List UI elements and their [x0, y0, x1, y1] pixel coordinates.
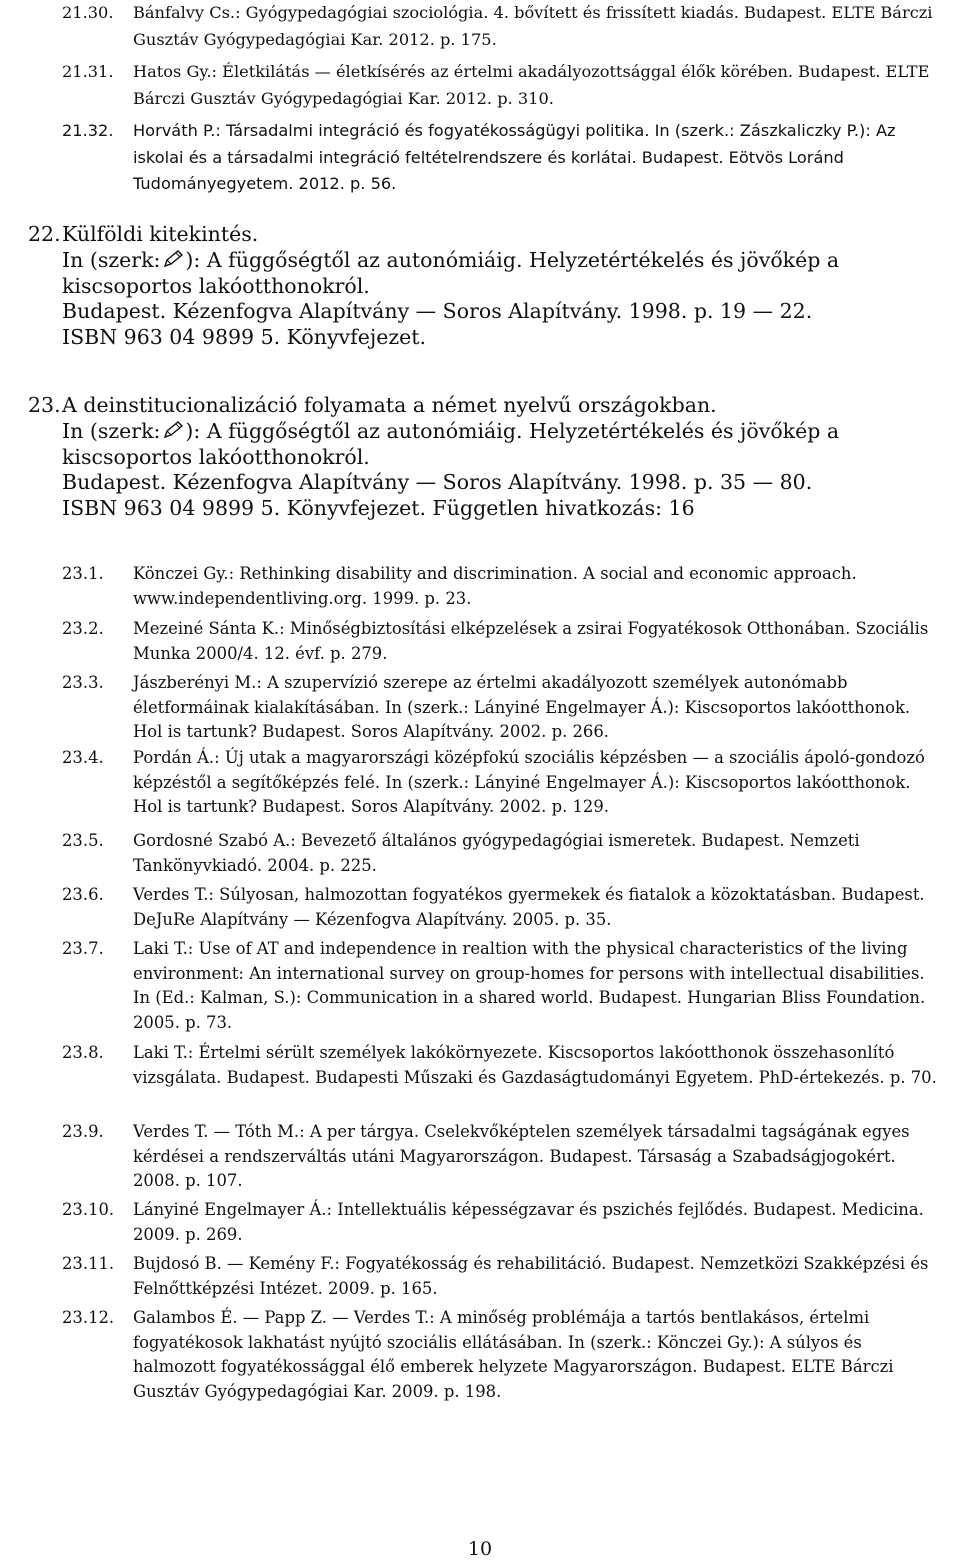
in-prefix: In (szerk: [62, 418, 161, 443]
reference-number: 21.31. [62, 62, 114, 81]
reference-line: kiscsoportos lakóotthonokról. [62, 444, 370, 469]
reference-entry-23-8 [62, 1041, 942, 1090]
reference-number: 23.9. [62, 1122, 104, 1141]
reference-number: 23.10. [62, 1200, 115, 1219]
reference-line: ISBN 963 04 9899 5. Könyvfejezet. Független hivatkozás: 16 [62, 496, 695, 521]
in-prefix: In (szerk: [62, 247, 161, 272]
reference-number: 23.12. [62, 1308, 115, 1327]
reference-text: Jászberényi M.: A szupervízió szerepe az értelmi akadályozott személyek autonómabb életformáinak kialakításában. In (szerk.: Lányiné Engelmayer Á.): Kiscsoportos lakóotthonok. Hol is tartunk? Budapest. Soros Alapítvány. 2002. p. 266. [133, 673, 911, 742]
reference-line: ISBN 963 04 9899 5. Könyvfejezet. [62, 325, 427, 350]
reference-text: Laki T.: Use of AT and independence in realtion with the physical characteristics of the living environment: An international survey on group-homes for persons with intellectual disabilities. In (Ed.: Kalman, S.): Communication in a shared world. Budapest. Hungarian Bliss Foundation. 2005. p. 73. [133, 939, 926, 1032]
reference-text: Verdes T. — Tóth M.: A per tárgya. Cselekvőképtelen személyek társadalmi tagságának egyes kérdései a rendszerváltás utáni Magyarországon. Budapest. Társaság a Szabadságjogokért. 2008. p. 107. [133, 1122, 910, 1191]
reference-text: Mezeiné Sánta K.: Minőségbiztosítási elképzelések a zsirai Fogyatékosok Otthonában. Szociális Munka 2000/4. 12. évf. p. 279. [133, 619, 929, 663]
pencil-icon [162, 249, 184, 269]
reference-text: Hatos Gy.: Életkilátás — életkísérés az értelmi akadályozottsággal élők körében. Budapest. ELTE Bárczi Gusztáv Gyógypedagógiai Kar. 2012. p. 310. [133, 62, 930, 108]
reference-entry-22 [28, 222, 938, 351]
reference-number: 23.6. [62, 885, 104, 904]
reference-entry-23 [28, 393, 938, 522]
reference-number: 23. [28, 393, 61, 417]
reference-entry-23-2 [62, 617, 942, 666]
reference-number: 21.32. [62, 121, 114, 140]
reference-title: A deinstitucionalizáció folyamata a német nyelvű országokban. [62, 393, 717, 417]
reference-number: 23.3. [62, 673, 104, 692]
reference-text: Bujdosó B. — Kemény F.: Fogyatékosság és rehabilitáció. Budapest. Nemzetközi Szakképzési és Felnőttképzési Intézet. 2009. p. 165. [133, 1254, 929, 1298]
reference-text: Könczei Gy.: Rethinking disability and discrimination. A social and economic approach. www.independentliving.org. 1999. p. 23. [133, 564, 857, 608]
reference-in-line [62, 248, 938, 274]
reference-entry-23-6 [62, 883, 942, 932]
reference-number: 23.2. [62, 619, 104, 638]
reference-number: 23.1. [62, 564, 104, 583]
reference-number: 21.30. [62, 3, 114, 22]
reference-number: 23.11. [62, 1254, 115, 1273]
reference-in-line [62, 419, 938, 445]
reference-entry-21-30 [62, 0, 946, 53]
reference-entry-23-12 [62, 1306, 942, 1404]
reference-number: 22. [28, 222, 61, 246]
reference-entry-23-7 [62, 937, 942, 1035]
reference-text: Galambos É. — Papp Z. — Verdes T.: A minőség problémája a tartós bentlakásos, értelmi fogyatékosok lakhatást nyújtó szociális ellátásában. In (szerk.: Könczei Gy.): A súlyos és halmozott fogyatékossággal élő emberek helyzete Magyarországon. Budapest. ELTE Bárczi Gusztáv Gyógypedagógiai Kar. 2009. p. 198. [133, 1308, 894, 1401]
reference-text: Laki T.: Értelmi sérült személyek lakókörnyezete. Kiscsoportos lakóotthonok összehasonlító vizsgálata. Budapest. Budapesti Műszaki és Gazdaságtudományi Egyetem. PhD-értekezés. p. 70. [133, 1043, 937, 1087]
in-suffix: ): A függőségtől az autonómiáig. Helyzetértékelés és jövőkép a [185, 247, 840, 272]
reference-text: Pordán Á.: Új utak a magyarországi középfokú szociális képzésben — a szociális ápoló-gondozó képzéstől a segítőképzés felé. In (szerk.: Lányiné Engelmayer Á.): Kiscsoportos lakóotthonok. Hol is tartunk? Budapest. Soros Alapítvány. 2002. p. 129. [133, 748, 925, 817]
pencil-icon [162, 420, 184, 440]
page-number: 10 [467, 1538, 493, 1560]
reference-number: 23.8. [62, 1043, 104, 1062]
reference-line: Budapest. Kézenfogva Alapítvány — Soros Alapítvány. 1998. p. 19 — 22. [62, 299, 813, 324]
reference-text: Bánfalvy Cs.: Gyógypedagógiai szociológia. 4. bővített és frissített kiadás. Budapest. ELTE Bárczi Gusztáv Gyógypedagógiai Kar. 2012. p. 175. [133, 3, 933, 49]
reference-entry-23-4 [62, 746, 942, 820]
reference-title: Külföldi kitekintés. [62, 222, 259, 246]
reference-entry-23-11 [62, 1252, 942, 1301]
reference-entry-23-1 [62, 562, 942, 611]
reference-text: Verdes T.: Súlyosan, halmozottan fogyatékos gyermekek és fiatalok a közoktatásban. Budapest. DeJuRe Alapítvány — Kézenfogva Alapítvány. 2005. p. 35. [133, 885, 925, 929]
reference-entry-21-31 [62, 59, 946, 112]
reference-entry-23-9 [62, 1120, 942, 1194]
reference-text: Lányiné Engelmayer Á.: Intellektuális képességzavar és pszichés fejlődés. Budapest. Medicina. 2009. p. 269. [133, 1200, 924, 1244]
reference-text: Horváth P.: Társadalmi integráció és fogyatékosságügyi politika. In (szerk.: Zászkaliczky P.): Az iskolai és a társadalmi integráció feltételrendszere és korlátai. Budapest. Eötvös Loránd Tudományegyetem. 2012. p. 56. [133, 121, 896, 193]
reference-entry-23-5 [62, 829, 942, 878]
in-suffix: ): A függőségtől az autonómiáig. Helyzetértékelés és jövőkép a [185, 418, 840, 443]
reference-entry-23-10 [62, 1198, 942, 1247]
reference-text: Gordosné Szabó A.: Bevezető általános gyógypedagógiai ismeretek. Budapest. Nemzeti Tankönyvkiadó. 2004. p. 225. [133, 831, 860, 875]
reference-number: 23.7. [62, 939, 104, 958]
reference-line: kiscsoportos lakóotthonokról. [62, 273, 370, 298]
reference-line: Budapest. Kézenfogva Alapítvány — Soros Alapítvány. 1998. p. 35 — 80. [62, 470, 813, 495]
reference-number: 23.4. [62, 748, 104, 767]
reference-entry-21-32 [62, 118, 946, 198]
reference-entry-23-3 [62, 671, 942, 745]
reference-number: 23.5. [62, 831, 104, 850]
